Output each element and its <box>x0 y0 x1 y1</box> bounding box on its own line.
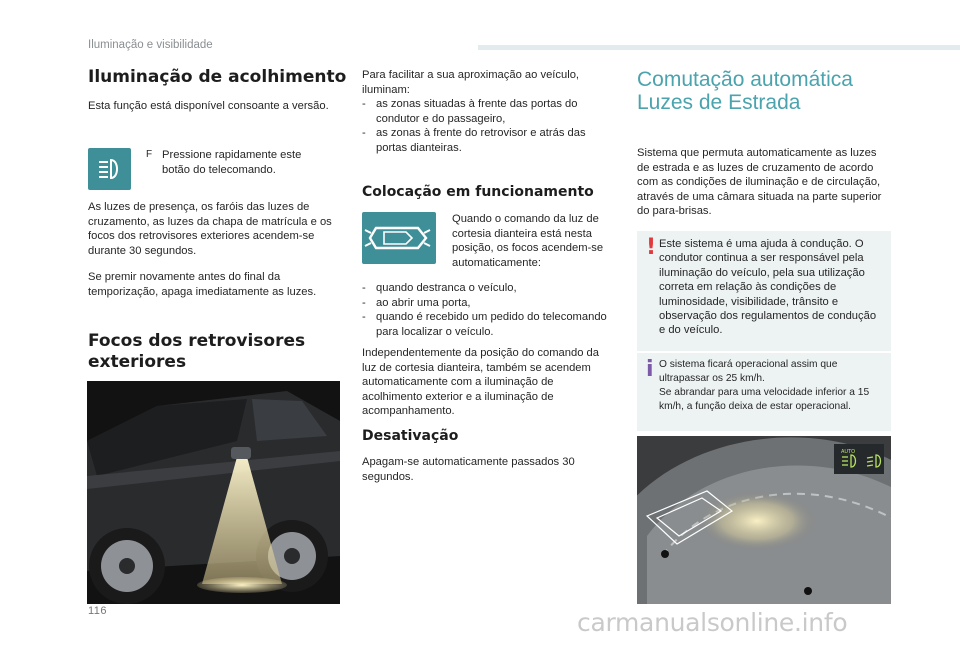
auto-label: AUTO <box>841 449 856 455</box>
list-item: - as zonas à frente do retrovisor e atrás das portas dianteiras. <box>362 126 612 155</box>
info-line2: Se abrandar para uma velocidade inferior a 15 km/h, a função deixa de estar operacional. <box>659 387 870 412</box>
welcome-para2: Se premir novamente antes do final da temporização, apaga imediatamente as luzes. <box>88 271 317 298</box>
welcome-para1: As luzes de presença, os faróis das luzes de cruzamento, as luzes da chapa de matrícula e os focos dos retrovisores exteriores acendem-se durante 30 segundos. <box>88 201 332 257</box>
title-mirror-line1: Focos dos retrovisores <box>88 331 306 351</box>
header-bar <box>478 45 960 50</box>
step-marker: F <box>146 149 153 160</box>
warning-box <box>637 231 891 351</box>
section-header: Iluminação e visibilidade <box>88 39 213 51</box>
info-box <box>637 351 891 431</box>
list-item: - ao abrir uma porta, <box>362 296 617 311</box>
heading-activation: Colocação em funcionamento <box>362 184 594 200</box>
list-item: - quando é recebido um pedido do telecomando para localizar o veículo. <box>362 310 617 339</box>
courtesy-light-switch-icon <box>362 212 436 264</box>
title-auto-line2: Luzes de Estrada <box>637 91 801 114</box>
info-line1: O sistema ficará operacional assim que ultrapassar os 25 km/h. <box>659 359 838 384</box>
title-mirror-spotlights <box>88 331 305 373</box>
title-auto-high-beam <box>637 68 853 114</box>
title-auto-line1: Comutação automática <box>637 68 853 91</box>
mirror-zones-list <box>362 97 612 155</box>
heading-deactivation: Desativação <box>362 428 459 444</box>
title-welcome-lighting: Iluminação de acolhimento <box>88 67 347 87</box>
list-item: - quando destranca o veículo, <box>362 281 617 296</box>
welcome-intro: Esta função está disponível consoante a versão. <box>88 100 329 112</box>
mirror-intro: Para facilitar a sua aproximação ao veículo, iluminam: <box>362 69 580 96</box>
auto-beam-illustration <box>637 436 891 604</box>
list-item: - as zonas situadas à frente das portas do condutor e do passageiro, <box>362 97 612 126</box>
activation-text: Quando o comando da luz de cortesia dianteira está nesta posição, os focos acendem-se automaticamente: <box>452 213 604 269</box>
info-text <box>659 358 887 414</box>
page-number: 116 <box>88 605 108 617</box>
step-text: Pressione rapidamente este botão do telecomando. <box>162 149 302 176</box>
deactivation-text: Apagam-se automaticamente passados 30 segundos. <box>362 456 575 483</box>
auto-intro: Sistema que permuta automaticamente as luzes de estrada e as luzes de cruzamento de acordo com as condições de iluminação e de circulação, através de uma câmara situada na parte superior do para-brisas. <box>637 147 882 218</box>
warning-icon: ! <box>646 235 657 260</box>
warning-text: Este sistema é uma ajuda à condução. O condutor continua a ser responsável pela iluminação do veículo, pela sua utilização correta em relação às condições de luminosidade, visibilidade, trânsito e observação dos regulamentos de condução e do veículo. <box>659 238 877 337</box>
info-icon: i <box>646 357 654 382</box>
watermark: carmanualsonline.info <box>577 608 848 637</box>
title-mirror-line2: exteriores <box>88 352 187 372</box>
activation-list <box>362 281 617 339</box>
independent-para: Independentemente da posição do comando da luz de cortesia dianteira, também se acendem automaticamente com a iluminação de acolhimento exterior e a iluminação de acompanhamento. <box>362 347 599 418</box>
mirror-spotlight-photo <box>87 381 340 604</box>
headlight-button-icon <box>88 148 131 190</box>
